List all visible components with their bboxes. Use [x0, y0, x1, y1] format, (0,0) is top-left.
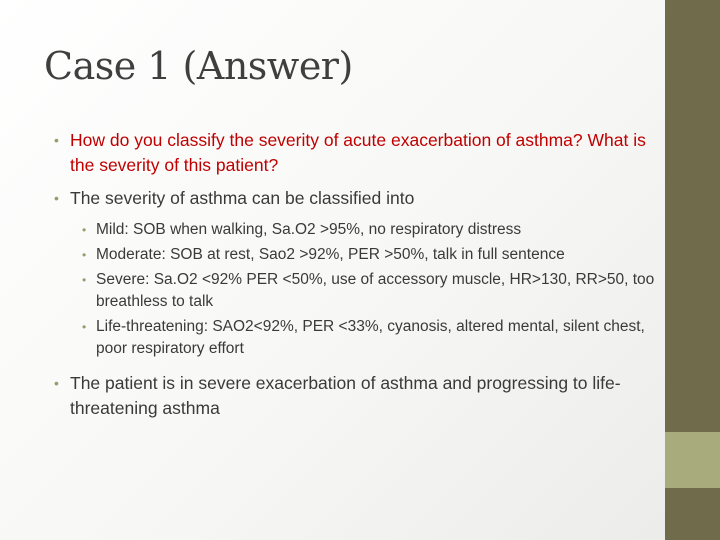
sub-bullet-life-threatening: • Life-threatening: SAO2<92%, PER <33%, cyanosis, altered mental, silent chest, poor respiratory effort [52, 316, 662, 360]
sub-bullet-mild: • Mild: SOB when walking, Sa.O2 >95%, no respiratory distress [52, 219, 662, 241]
sidebar-accent-light [665, 432, 720, 488]
sub-bullet-severe: • Severe: Sa.O2 <92% PER <50%, use of accessory muscle, HR>130, RR>50, too breathless to talk [52, 269, 662, 313]
sidebar-accent-dark [665, 0, 720, 432]
conclusion-bullet: • The patient is in severe exacerbation of asthma and progressing to life-threatening asthma [52, 371, 662, 421]
question-bullet: • How do you classify the severity of acute exacerbation of asthma? What is the severity of this patient? [52, 128, 662, 178]
slide-content [52, 128, 662, 429]
sub-bullet-moderate: • Moderate: SOB at rest, Sao2 >92%, PER >50%, talk in full sentence [52, 244, 662, 266]
sidebar-accent-bottom [665, 488, 720, 540]
slide-title: Case 1 (Answer) [44, 44, 353, 88]
classification-bullet: • The severity of asthma can be classified into [52, 186, 662, 211]
spacer [52, 363, 662, 371]
